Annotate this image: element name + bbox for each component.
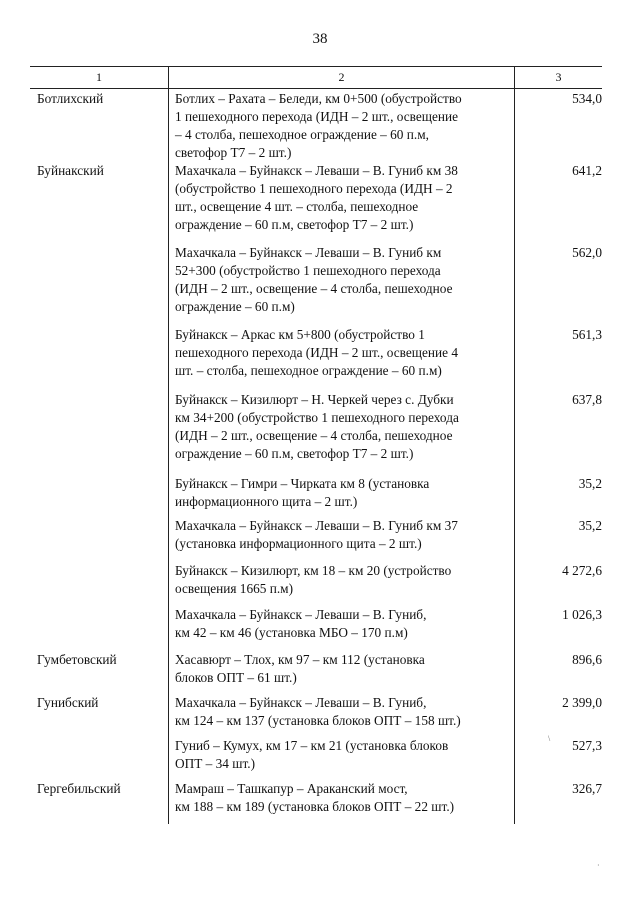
row-value: 562,0 — [572, 245, 602, 260]
column-header-3: 3 — [555, 70, 562, 84]
row-description: Махачкала – Буйнакск – Леваши – В. Гуниб км 37 (установка информационного щита – 2 шт.) — [175, 518, 458, 551]
row-value: 561,3 — [572, 327, 602, 342]
table-top-rule — [30, 66, 602, 67]
row-description: Мамраш – Ташкапур – Араканский мост, км 188 – км 189 (установка блоков ОПТ – 22 шт.) — [175, 781, 455, 814]
row-description: Хасавюрт – Тлох, км 97 – км 112 (установка блоков ОПТ – 61 шт.) — [175, 652, 425, 685]
district-botlikh: Ботлихский — [37, 91, 104, 106]
page-number: 38 — [312, 31, 328, 47]
row-value: 4 272,6 — [562, 563, 602, 578]
row-description: Махачкала – Буйнакск – Леваши – В. Гуниб, км 124 – км 137 (установка блоков ОПТ – 158 шт.) — [175, 695, 461, 728]
row-description: Махачкала – Буйнакск – Леваши – В. Гуниб, км 42 – км 46 (установка МБО – 170 п.м) — [175, 607, 427, 640]
scan-speck: \ — [548, 734, 551, 743]
row-value: 527,3 — [572, 738, 602, 753]
row-description: Махачкала – Буйнакск – Леваши – В. Гуниб км 38 (обустройство 1 пешеходного перехода (ИДН – 2 шт., освещение 4 шт. – столба, пешеходное ограждение – 60 п.м, светофор Т7 – 2 шт.) — [175, 163, 458, 232]
row-description: Буйнакск – Кизилюрт, км 18 – км 20 (устройство освещения 1665 п.м) — [175, 563, 452, 596]
column-header-2: 2 — [338, 70, 345, 84]
row-description: Буйнакск – Кизилюрт – Н. Черкей через с. Дубки км 34+200 (обустройство 1 пешеходного перехода (ИДН – 2 шт., освещение – 4 столба, пешеходное ограждение – 60 п.м, светофор Т7 – 2 шт.) — [175, 392, 459, 461]
row-value: 896,6 — [572, 652, 602, 667]
row-value: 326,7 — [572, 781, 602, 796]
row-description: Махачкала – Буйнакск – Леваши – В. Гуниб км 52+300 (обустройство 1 пешеходного перехода (ИДН – 2 шт., освещение – 4 столба, пешеходное ограждение – 60 п.м) — [175, 245, 453, 314]
row-description: Гуниб – Кумух, км 17 – км 21 (установка блоков ОПТ – 34 шт.) — [175, 738, 449, 771]
row-value: 35,2 — [578, 518, 602, 533]
scan-speck: · — [597, 861, 600, 870]
row-description: Буйнакск – Гимри – Чирката км 8 (установка информационного щита – 2 шт.) — [175, 476, 430, 509]
district-buynaksk: Буйнакский — [37, 163, 104, 178]
row-value: 534,0 — [572, 91, 602, 106]
district-gergebil: Гергебильский — [37, 781, 121, 796]
row-value: 35,2 — [578, 476, 602, 491]
column-header-1: 1 — [96, 70, 102, 84]
row-description: Буйнакск – Аркас км 5+800 (обустройство 1 пешеходного перехода (ИДН – 2 шт., освещение 4 шт. – столба, пешеходное ограждение – 60 п.м) — [175, 327, 459, 378]
header-bottom-rule — [30, 88, 602, 89]
row-value: 637,8 — [572, 392, 602, 407]
row-value: 2 399,0 — [562, 695, 602, 710]
row-value: 1 026,3 — [562, 607, 602, 622]
district-gumbet: Гумбетовский — [37, 652, 117, 667]
column-divider-1 — [168, 66, 169, 824]
row-description: Ботлих – Рахата – Беледи, км 0+500 (обустройство 1 пешеходного перехода (ИДН – 2 шт., освещение – 4 столба, пешеходное ограждение – 60 п.м, светофор Т7 – 2 шт.) — [175, 91, 462, 160]
row-value: 641,2 — [572, 163, 602, 178]
district-gunib: Гунибский — [37, 695, 99, 710]
